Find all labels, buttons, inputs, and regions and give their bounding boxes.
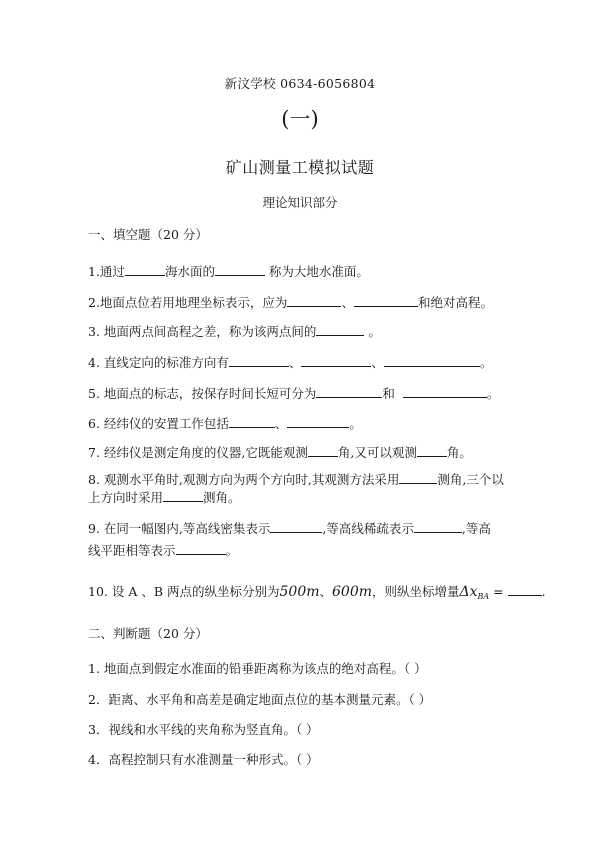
q4-blank-1[interactable]: [229, 353, 289, 367]
q4-text-a: 4. 直线定向的标准方向有: [88, 355, 229, 370]
q4-text-c: 、: [371, 355, 384, 370]
q10-text-b: ，则纵坐标增量: [372, 584, 460, 599]
question-4: [88, 353, 518, 372]
q4-text-b: 、: [288, 355, 302, 370]
q2-blank-2[interactable]: [354, 293, 418, 307]
q6-blank-2[interactable]: [287, 414, 349, 428]
question-6: [88, 414, 518, 433]
q1-blank-2[interactable]: [215, 262, 265, 276]
q10-value-a: 500m: [279, 584, 320, 600]
exam-subtitle: 理论知识部分: [262, 195, 338, 210]
question-10: [88, 582, 546, 606]
question-7: [88, 443, 518, 462]
exam-title: 矿山测量工模拟试题: [225, 158, 375, 177]
question-9-line-1: [88, 519, 518, 538]
question-5: [88, 384, 518, 403]
q9-blank-2[interactable]: [414, 519, 462, 533]
q9-blank-1[interactable]: [270, 519, 322, 533]
q10-sep: 、: [319, 584, 333, 599]
q5-text-b: 和: [382, 386, 395, 401]
q10-text-a: 10. 设 A 、B 两点的纵坐标分别为: [88, 584, 280, 599]
q2-text-a: 2.地面点位若用地理坐标表示，应为: [88, 295, 288, 310]
q1-text-c: 称为大地水准面。: [264, 264, 369, 279]
q10-value-b: 600m: [332, 584, 373, 600]
q8-text-c: 上方向时采用: [88, 490, 164, 505]
q8-text-d: 测角。: [203, 490, 241, 505]
q7-blank-1[interactable]: [308, 443, 338, 457]
q5-text-a: 5. 地面点的标志，按保存时间长短可分为: [88, 386, 317, 401]
q6-text-b: 、: [274, 416, 288, 431]
school-header: 新汶学校 0634-6056804: [224, 76, 376, 91]
tf-item-4: 4．高程控制只有水准测量一种形式。（ ）: [88, 752, 319, 767]
q10-subscript: BA: [477, 592, 490, 601]
q10-blank[interactable]: [508, 582, 542, 596]
tf-item-2: 2．距离、水平角和高差是确定地面点位的基本测量元素。（ ）: [88, 692, 432, 707]
q1-text-b: 海水面的: [164, 264, 215, 279]
q9-text-b: ,等高线稀疏表示: [322, 521, 414, 536]
q7-text-a: 7. 经纬仪是测定角度的仪器,它既能观测: [88, 445, 308, 460]
q7-blank-2[interactable]: [417, 443, 447, 457]
q3-blank-1[interactable]: [316, 322, 364, 336]
q7-text-c: 角。: [446, 445, 472, 460]
q2-text-b: 、: [341, 295, 354, 310]
part-number: (一): [281, 107, 319, 131]
q8-blank-1[interactable]: [399, 470, 437, 484]
section-heading-true-false: 二、判断题（20 分）: [88, 626, 208, 641]
q8-blank-2[interactable]: [163, 488, 203, 502]
q6-text-a: 6. 经纬仪的安置工作包括: [88, 416, 229, 431]
section-heading-fill-blank: 一、填空题（20 分）: [88, 227, 208, 242]
question-2: [88, 293, 518, 312]
q2-text-c: 和绝对高程。: [417, 295, 493, 310]
question-8-line-1: [88, 470, 518, 489]
q9-blank-3[interactable]: [176, 541, 226, 555]
q9-text-e: 。: [225, 543, 239, 558]
q4-text-d: 。: [479, 355, 493, 370]
q10-end: .: [541, 584, 546, 599]
q1-blank-1[interactable]: [125, 262, 165, 276]
question-3: [88, 322, 518, 341]
question-9-line-2: [88, 541, 518, 560]
q4-blank-3[interactable]: [384, 353, 480, 367]
q10-equals: =: [489, 584, 508, 599]
question-1: [88, 262, 518, 281]
q7-text-b: 角,又可以观测: [337, 445, 417, 460]
q3-text-a: 3. 地面两点间高程之差，称为该两点间的: [88, 324, 317, 339]
q4-blank-2[interactable]: [301, 353, 371, 367]
q8-text-b: 测角,三个以: [437, 472, 504, 487]
q8-text-a: 8. 观测水平角时,观测方向为两个方向时,其观测方法采用: [88, 472, 400, 487]
q3-text-b: 。: [364, 324, 381, 339]
q1-text-a: 1.通过: [88, 264, 125, 279]
q10-symbol: [460, 584, 490, 600]
tf-item-1: 1. 地面点到假定水准面的铅垂距离称为该点的绝对高程。（ ）: [88, 661, 427, 676]
q5-blank-1[interactable]: [316, 384, 382, 398]
q9-text-c: ,等高: [461, 521, 491, 536]
question-8-line-2: [88, 488, 518, 507]
q6-blank-1[interactable]: [229, 414, 275, 428]
q9-text-d: 线平距相等表示: [88, 543, 176, 558]
q6-text-c: 。: [349, 416, 362, 431]
q9-text-a: 9. 在同一幅图内,等高线密集表示: [88, 521, 271, 536]
tf-item-3: 3．视线和水平线的夹角称为竖直角。（ ）: [88, 722, 319, 737]
q2-blank-1[interactable]: [287, 293, 341, 307]
q5-blank-2[interactable]: [403, 384, 487, 398]
q5-text-c: 。: [486, 386, 500, 401]
q10-delta-x: Δx: [459, 584, 478, 600]
